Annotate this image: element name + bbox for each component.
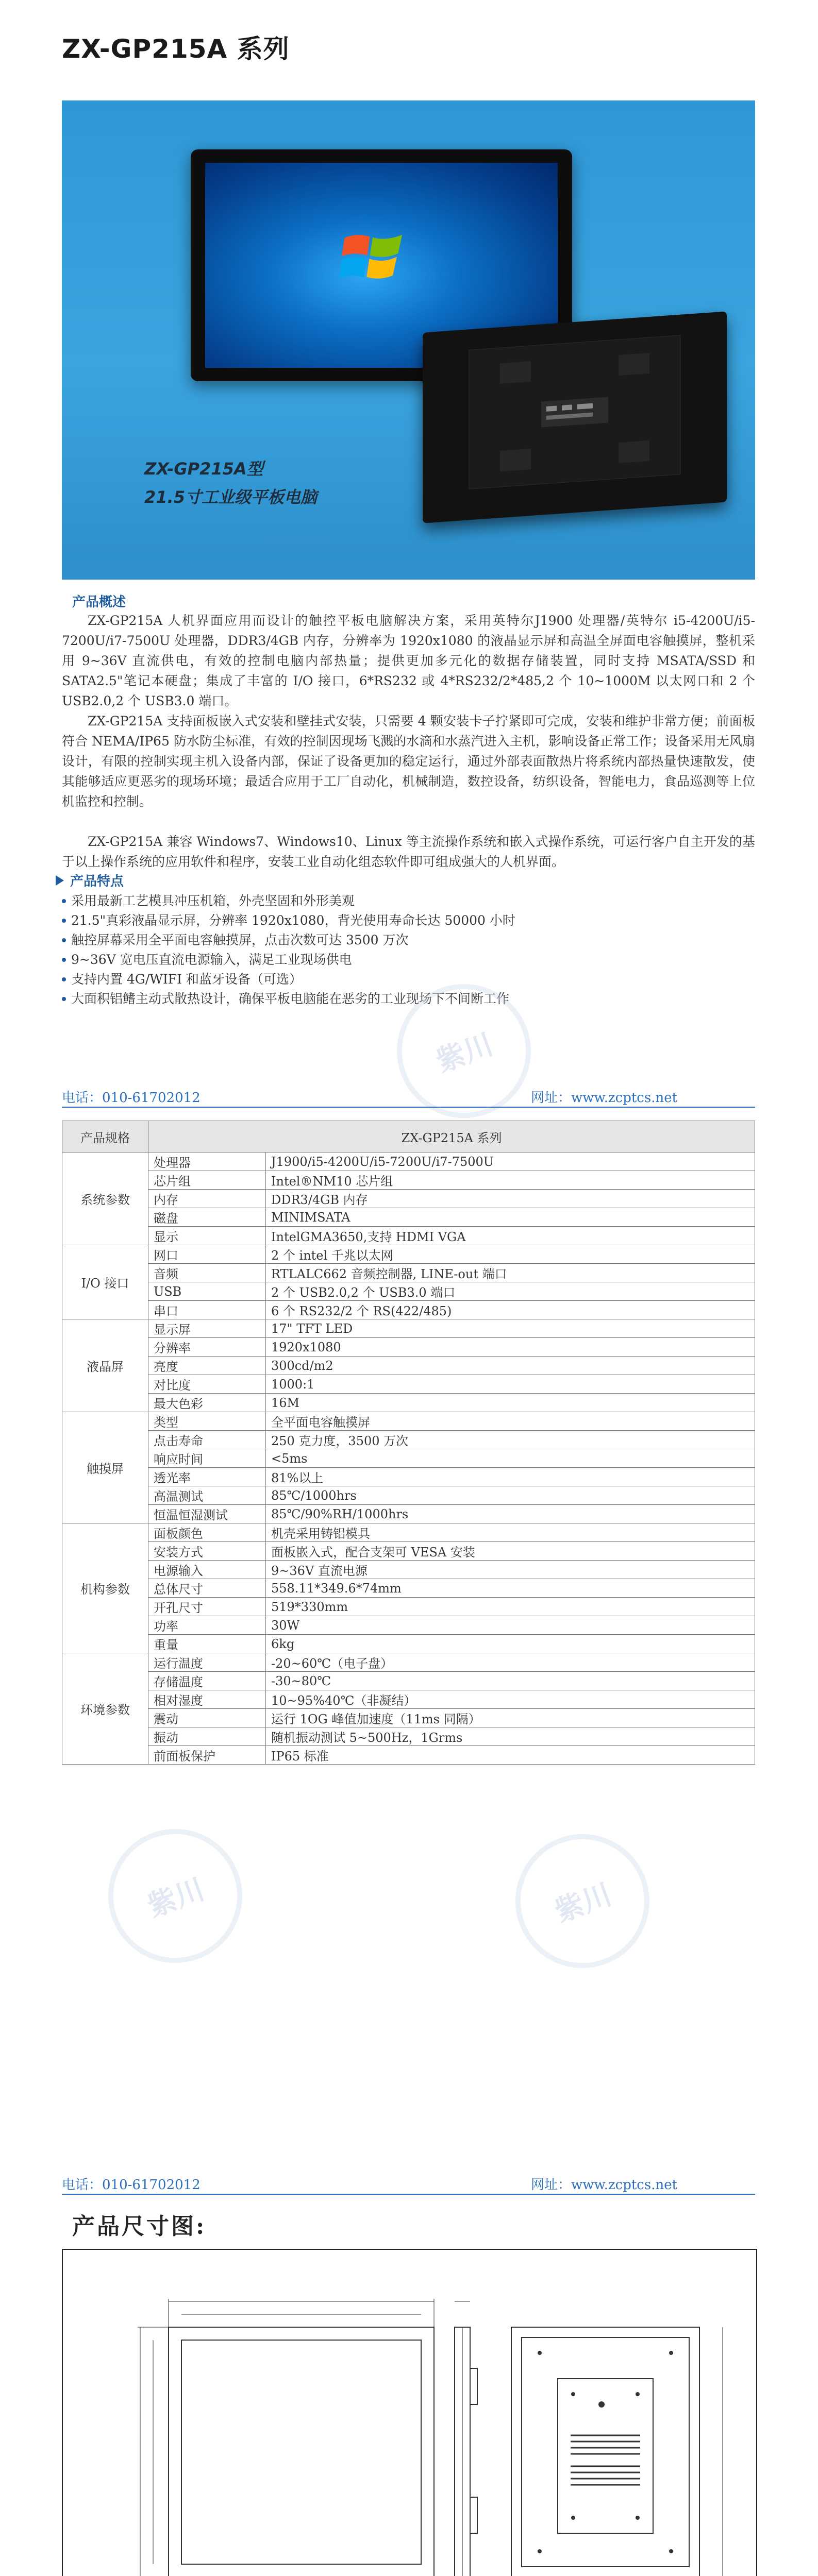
table-row: 震动 运行 1OG 峰值加速度（11ms 同隔） xyxy=(62,1709,755,1727)
technical-drawing xyxy=(63,2250,756,2576)
table-row: 重量 6kg xyxy=(62,1635,755,1653)
table-row: 机构参数 面板颜色 机壳采用铸铝模具 xyxy=(62,1523,755,1542)
hero-desc-caption: 21.5寸工业级平板电脑 xyxy=(144,487,317,507)
table-row: 串口 6 个 RS232/2 个 RS(422/485) xyxy=(62,1301,755,1319)
arrow-icon xyxy=(56,875,64,886)
watermark-logo: 紫川 xyxy=(496,1815,668,1987)
footer-phone: 电话：010-61702012 xyxy=(62,2177,201,2193)
group-label: 系统参数 xyxy=(62,1153,148,1245)
bullet-icon xyxy=(62,919,66,923)
table-row: 磁盘 MINIMSATA xyxy=(62,1208,755,1227)
bullet-icon xyxy=(62,997,66,1001)
table-row: 高温测试 85℃/1000hrs xyxy=(62,1486,755,1505)
bullet-icon xyxy=(62,938,66,942)
list-item: 大面积铝鳍主动式散热设计，确保平板电脑能在恶劣的工业现场下不间断工作 xyxy=(62,989,755,1009)
table-header-row xyxy=(62,1121,755,1153)
table-row: 振动 随机振动测试 5~500Hz，1Grms xyxy=(62,1727,755,1746)
table-row: 芯片组 Intel®NM10 芯片组 xyxy=(62,1171,755,1190)
watermark-logo: 紫川 xyxy=(89,1810,261,1981)
list-item: 触控屏幕采用全平面电容触摸屏，点击次数可达 3500 万次 xyxy=(62,930,755,950)
hero-banner xyxy=(62,100,755,580)
table-row: 透光率 81%以上 xyxy=(62,1468,755,1486)
page-title: ZX-GP215A 系列 xyxy=(62,34,290,64)
table-row: 音频 RTLALC662 音频控制器, LINE-out 端口 xyxy=(62,1264,755,1282)
monitor-back-image xyxy=(423,311,727,523)
table-row: 显示 IntelGMA3650,支持 HDMI VGA xyxy=(62,1227,755,1245)
bullet-icon xyxy=(62,958,66,962)
table-row: 存储温度 -30~80℃ xyxy=(62,1672,755,1690)
table-row: 液晶屏 显示屏 17" TFT LED xyxy=(62,1319,755,1338)
table-row: 前面板保护 IP65 标准 xyxy=(62,1746,755,1765)
table-row: 安装方式 面板嵌入式，配合支架可 VESA 安装 xyxy=(62,1542,755,1561)
footer-website: 网址：www.zcptcs.net xyxy=(531,1090,678,1106)
features-heading: 产品特点 xyxy=(70,874,124,889)
watermark-logo: 紫川 xyxy=(378,965,549,1137)
footer-divider xyxy=(62,2194,755,2195)
table-row: 触摸屏 类型 全平面电容触摸屏 xyxy=(62,1412,755,1431)
feature-list xyxy=(62,891,755,1009)
list-item: 采用最新工艺模具冲压机箱，外壳坚固和外形美观 xyxy=(62,891,755,911)
overview-heading: 产品概述 xyxy=(72,595,126,610)
overview-paragraph: ZX-GP215A 支持面板嵌入式安装和壁挂式安装，只需要 4 颗安装卡子拧紧即可完成，安装和维护非常方便；前面板符合 NEMA/IP65 防水防尘标准，有效的控制因现场飞溅的水滴和水蒸汽进入主机，影响设备正常工作；设备采用无风扇设计，有限的控制实现主机入设备内部，保证了设备更加的稳定运行，通过外部表面散热片将系统内部热量快速散发，使其能够适应更恶劣的现场环境；最适合应用于工厂自动化，机械制造，数控设备，纺织设备，智能电力，食品巡测等上位机监控和控制。 xyxy=(62,714,755,809)
overview-paragraph: ZX-GP215A 人机界面应用而设计的触控平板电脑解决方案，采用英特尔J1900 处理器/英特尔 i5-4200U/i5-7200U/i7-7500U 处理器，DDR3/4GB 内存，分辨率为 1920x1080 的液晶显示屏和高温全屏面电容触摸屏，整机采用 9~36V 直流供电，有效的控制电脑内部热量；提供更加多元化的数据存储装置，同时支持 MSATA/SSD 和 SATA2.5"笔记本硬盘；集成了丰富的 I/O 接口，6*RS232 或 4*RS232/2*485,2 个 10~1000M 以太网口和 2 个 USB2.0,2 个 USB3.0 端口。 xyxy=(62,613,755,708)
table-row: I/O 接口 网口 2 个 intel 千兆以太网 xyxy=(62,1245,755,1264)
table-row: 亮度 300cd/m2 xyxy=(62,1357,755,1375)
bullet-icon xyxy=(62,899,66,903)
hero-model-caption: ZX-GP215A型 xyxy=(144,459,263,479)
group-label: 环境参数 xyxy=(62,1653,148,1765)
overview-paragraph: ZX-GP215A 兼容 Windows7、Windows10、Linux 等主流操作系统和嵌入式操作系统，可运行客户自主开发的基于以上操作系统的应用软件和程序，安装工业自动化组态软件即可组成强大的人机界面。 xyxy=(62,834,755,869)
group-label: 触摸屏 xyxy=(62,1412,148,1523)
table-row: 功率 30W xyxy=(62,1616,755,1635)
group-label: 机构参数 xyxy=(62,1523,148,1653)
footer-divider xyxy=(62,1107,755,1108)
features-heading-row xyxy=(56,871,124,890)
table-row: 开孔尺寸 519*330mm xyxy=(62,1598,755,1616)
list-item: 21.5"真彩液晶显示屏，分辨率 1920x1080，背光使用寿命长达 50000 小时 xyxy=(62,911,755,930)
dimension-drawing xyxy=(62,2249,757,2576)
list-item: 支持内置 4G/WIFI 和蓝牙设备（可选） xyxy=(62,970,755,989)
table-row: 响应时间 <5ms xyxy=(62,1449,755,1468)
group-label: 液晶屏 xyxy=(62,1319,148,1412)
table-row: 点击寿命 250 克力度，3500 万次 xyxy=(62,1431,755,1449)
table-row: 系统参数 处理器 J1900/i5-4200U/i5-7200U/i7-7500U xyxy=(62,1153,755,1171)
table-header-cell: 产品规格 xyxy=(62,1121,148,1153)
table-row: 环境参数 运行温度 -20~60℃（电子盘） xyxy=(62,1653,755,1672)
table-row: 恒温恒湿测试 85℃/90%RH/1000hrs xyxy=(62,1505,755,1523)
windows-logo-icon xyxy=(339,225,406,292)
footer-website: 网址：www.zcptcs.net xyxy=(531,2177,678,2193)
dimension-heading: 产品尺寸图: xyxy=(72,2213,207,2240)
table-row: 总体尺寸 558.11*349.6*74mm xyxy=(62,1579,755,1598)
table-header-cell: ZX-GP215A 系列 xyxy=(148,1121,755,1153)
table-row: USB 2 个 USB2.0,2 个 USB3.0 端口 xyxy=(62,1282,755,1301)
table-row: 最大色彩 16M xyxy=(62,1394,755,1412)
spec-table xyxy=(62,1121,755,1765)
bullet-icon xyxy=(62,977,66,981)
table-row: 内存 DDR3/4GB 内存 xyxy=(62,1190,755,1208)
table-row: 分辨率 1920x1080 xyxy=(62,1338,755,1357)
list-item: 9~36V 宽电压直流电源输入，满足工业现场供电 xyxy=(62,950,755,970)
group-label: I/O 接口 xyxy=(62,1245,148,1319)
table-row: 电源输入 9~36V 直流电源 xyxy=(62,1561,755,1579)
footer-phone: 电话：010-61702012 xyxy=(62,1090,201,1106)
table-row: 对比度 1000:1 xyxy=(62,1375,755,1394)
table-row: 相对湿度 10~95%40℃（非凝结） xyxy=(62,1690,755,1709)
